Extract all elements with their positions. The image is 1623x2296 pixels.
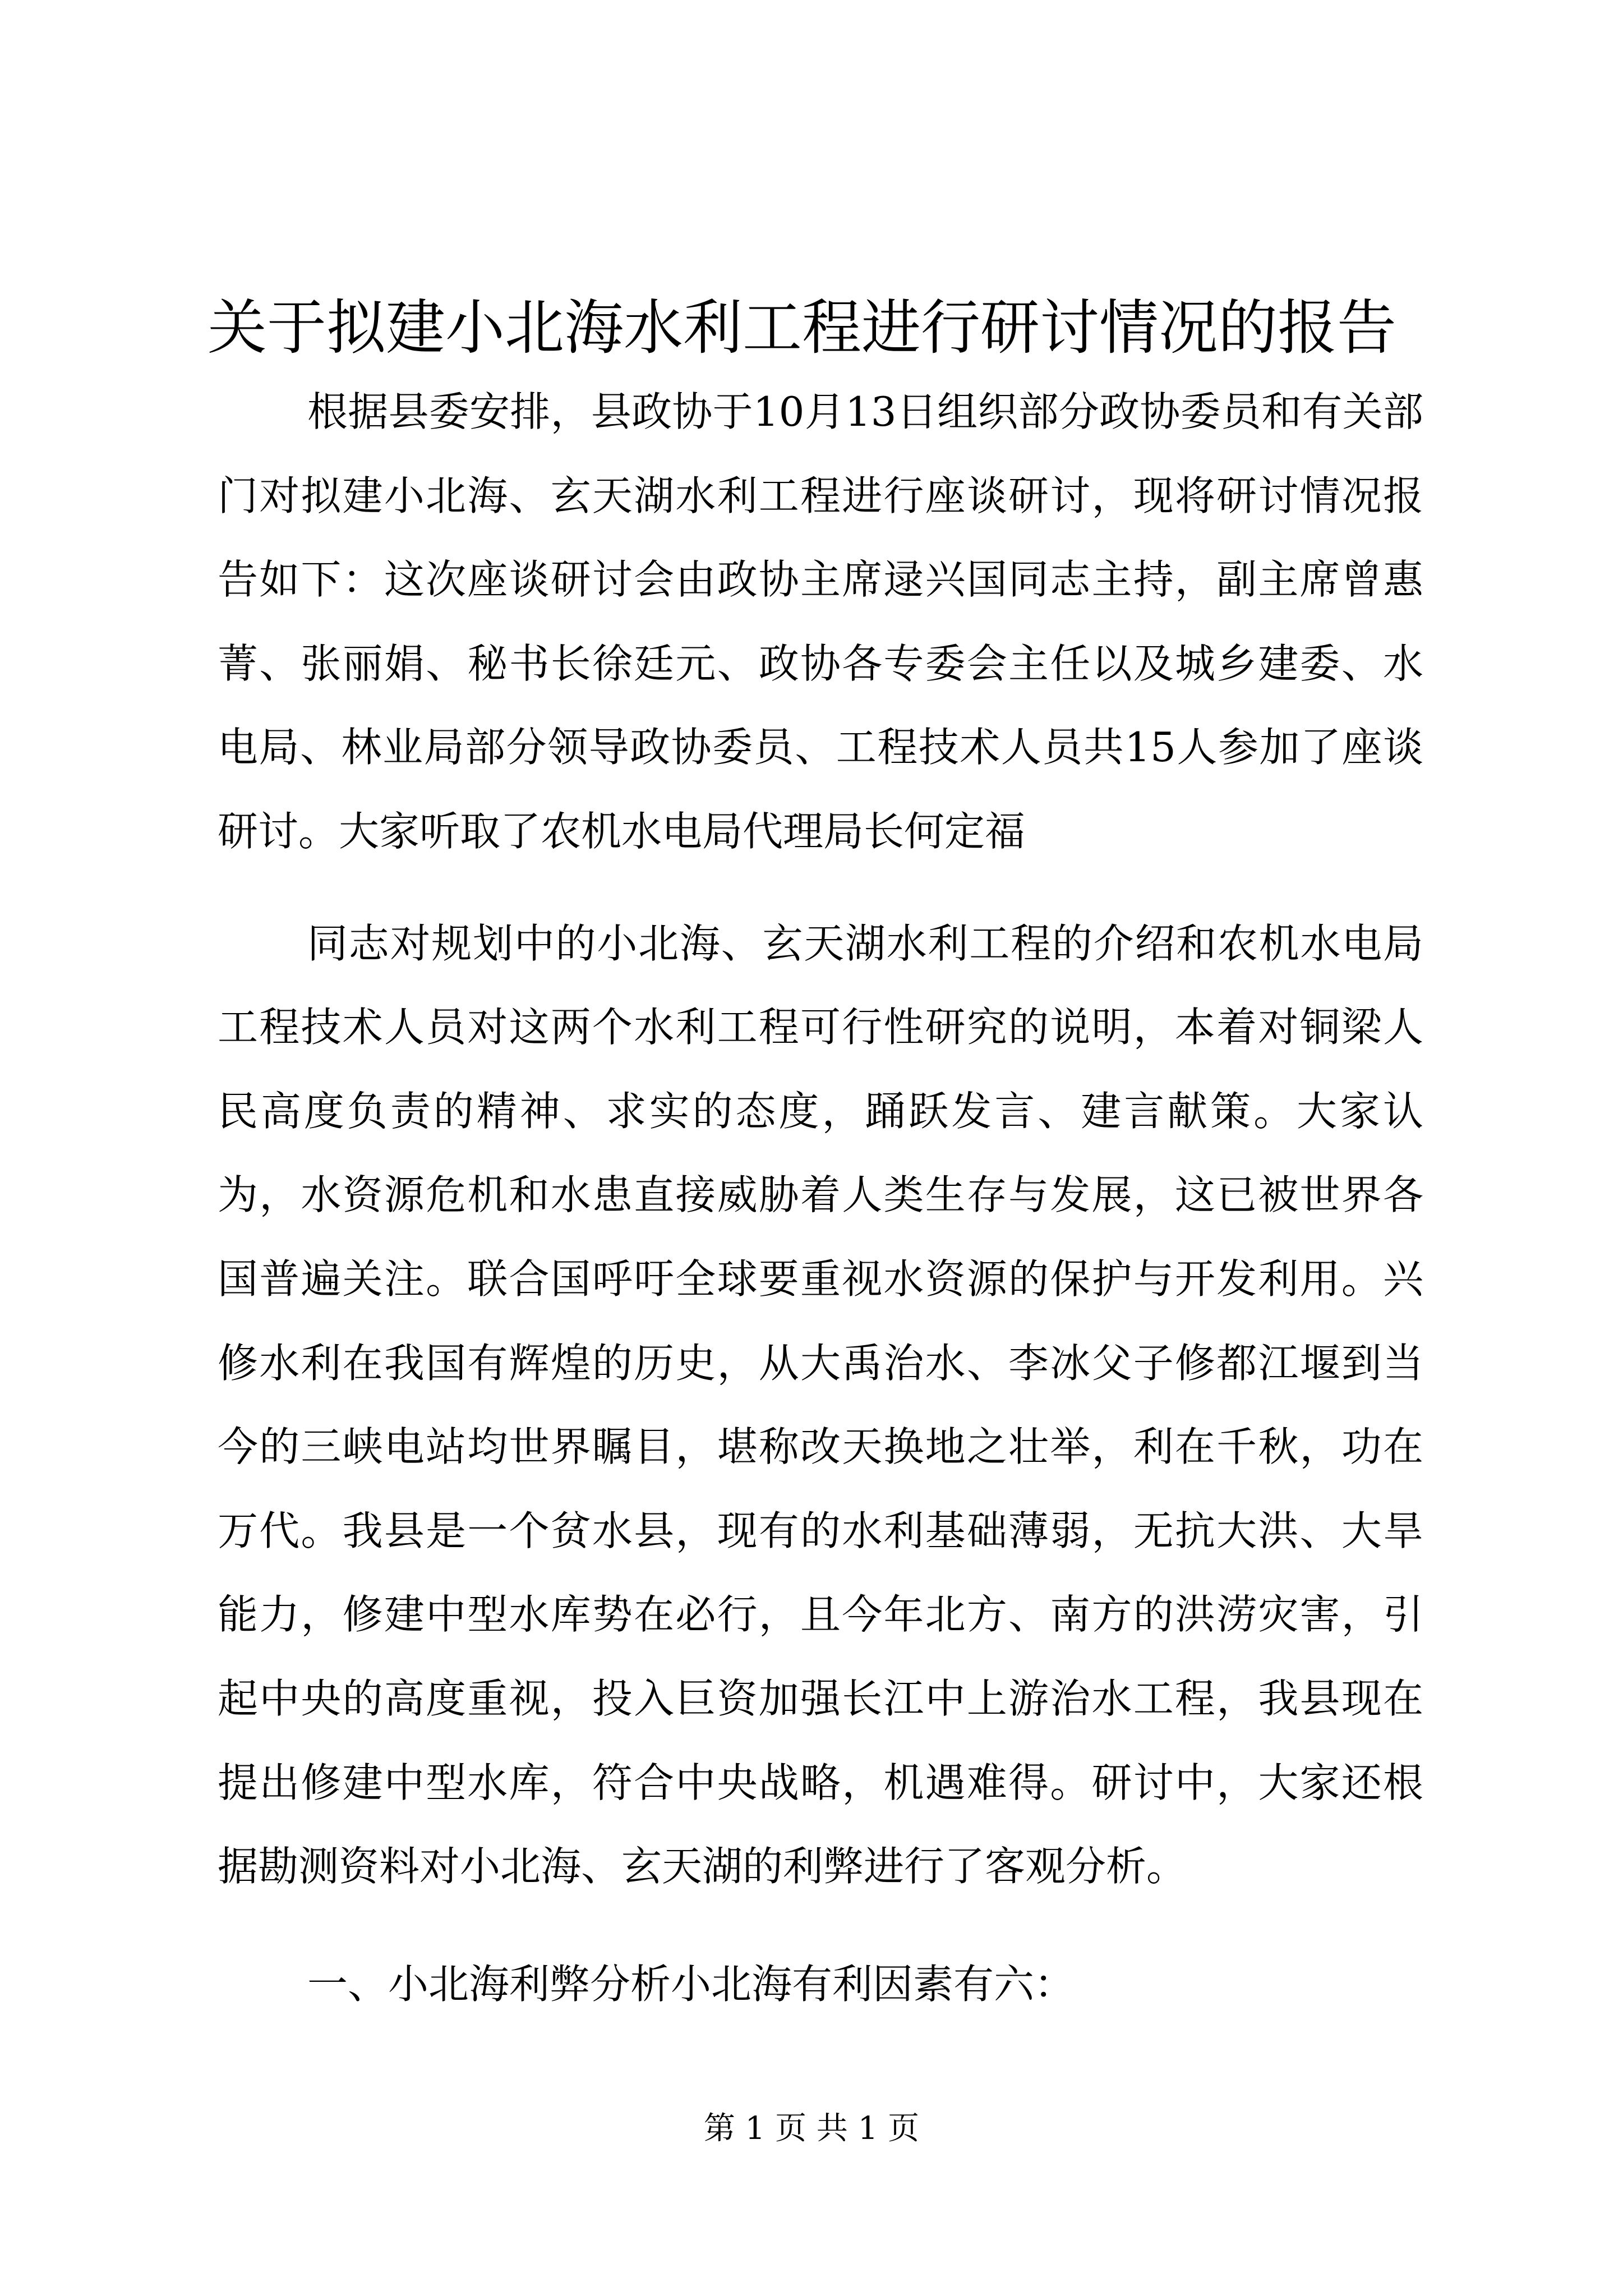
page-number-footer: 第 1 页 共 1 页 — [703, 2110, 920, 2147]
document-body — [218, 370, 1423, 2026]
document-title: 关于拟建小北海水利工程进行研讨情况的报告 — [208, 293, 1396, 362]
paragraph-1: 根据县委安排，县政协于10月13日组织部分政协委员和有关部门对拟建小北海、玄天湖水利工程进行座谈研讨，现将研讨情况报告如下：这次座谈研讨会由政协主席逯兴国同志主持，副主席曾惠菁、张丽娟、秘书长徐廷元、政协各专委会主任以及城乡建委、水电局、林业局部分领导政协委员、工程技术人员共15人参加了座谈研讨。大家听取了农机水电局代理局长何定福 — [218, 388, 1423, 855]
paragraph-2: 同志对规划中的小北海、玄天湖水利工程的介绍和农机水电局工程技术人员对这两个水利工程可行性研究的说明，本着对铜梁人民高度负责的精神、求实的态度，踊跃发言、建言献策。大家认为，水资源危机和水患直接威胁着人类生存与发展，这已被世界各国普遍关注。联合国呼吁全球要重视水资源的保护与开发利用。兴修水利在我国有辉煌的历史，从大禹治水、李冰父子修都江堰到当今的三峡电站均世界瞩目，堪称改天换地之壮举，利在千秋，功在万代。我县是一个贫水县，现有的水利基础薄弱，无抗大洪、大旱能力，修建中型水库势在必行，且今年北方、南方的洪涝灾害，引起中央的高度重视，投入巨资加强长江中上游治水工程，我县现在提出修建中型水库，符合中央战略，机遇难得。研讨中，大家还根据勘测资料对小北海、玄天湖的利弊进行了客观分析。 — [218, 919, 1423, 1890]
paragraph-3: 一、小北海利弊分析小北海有利因素有六： — [307, 1960, 1075, 2008]
